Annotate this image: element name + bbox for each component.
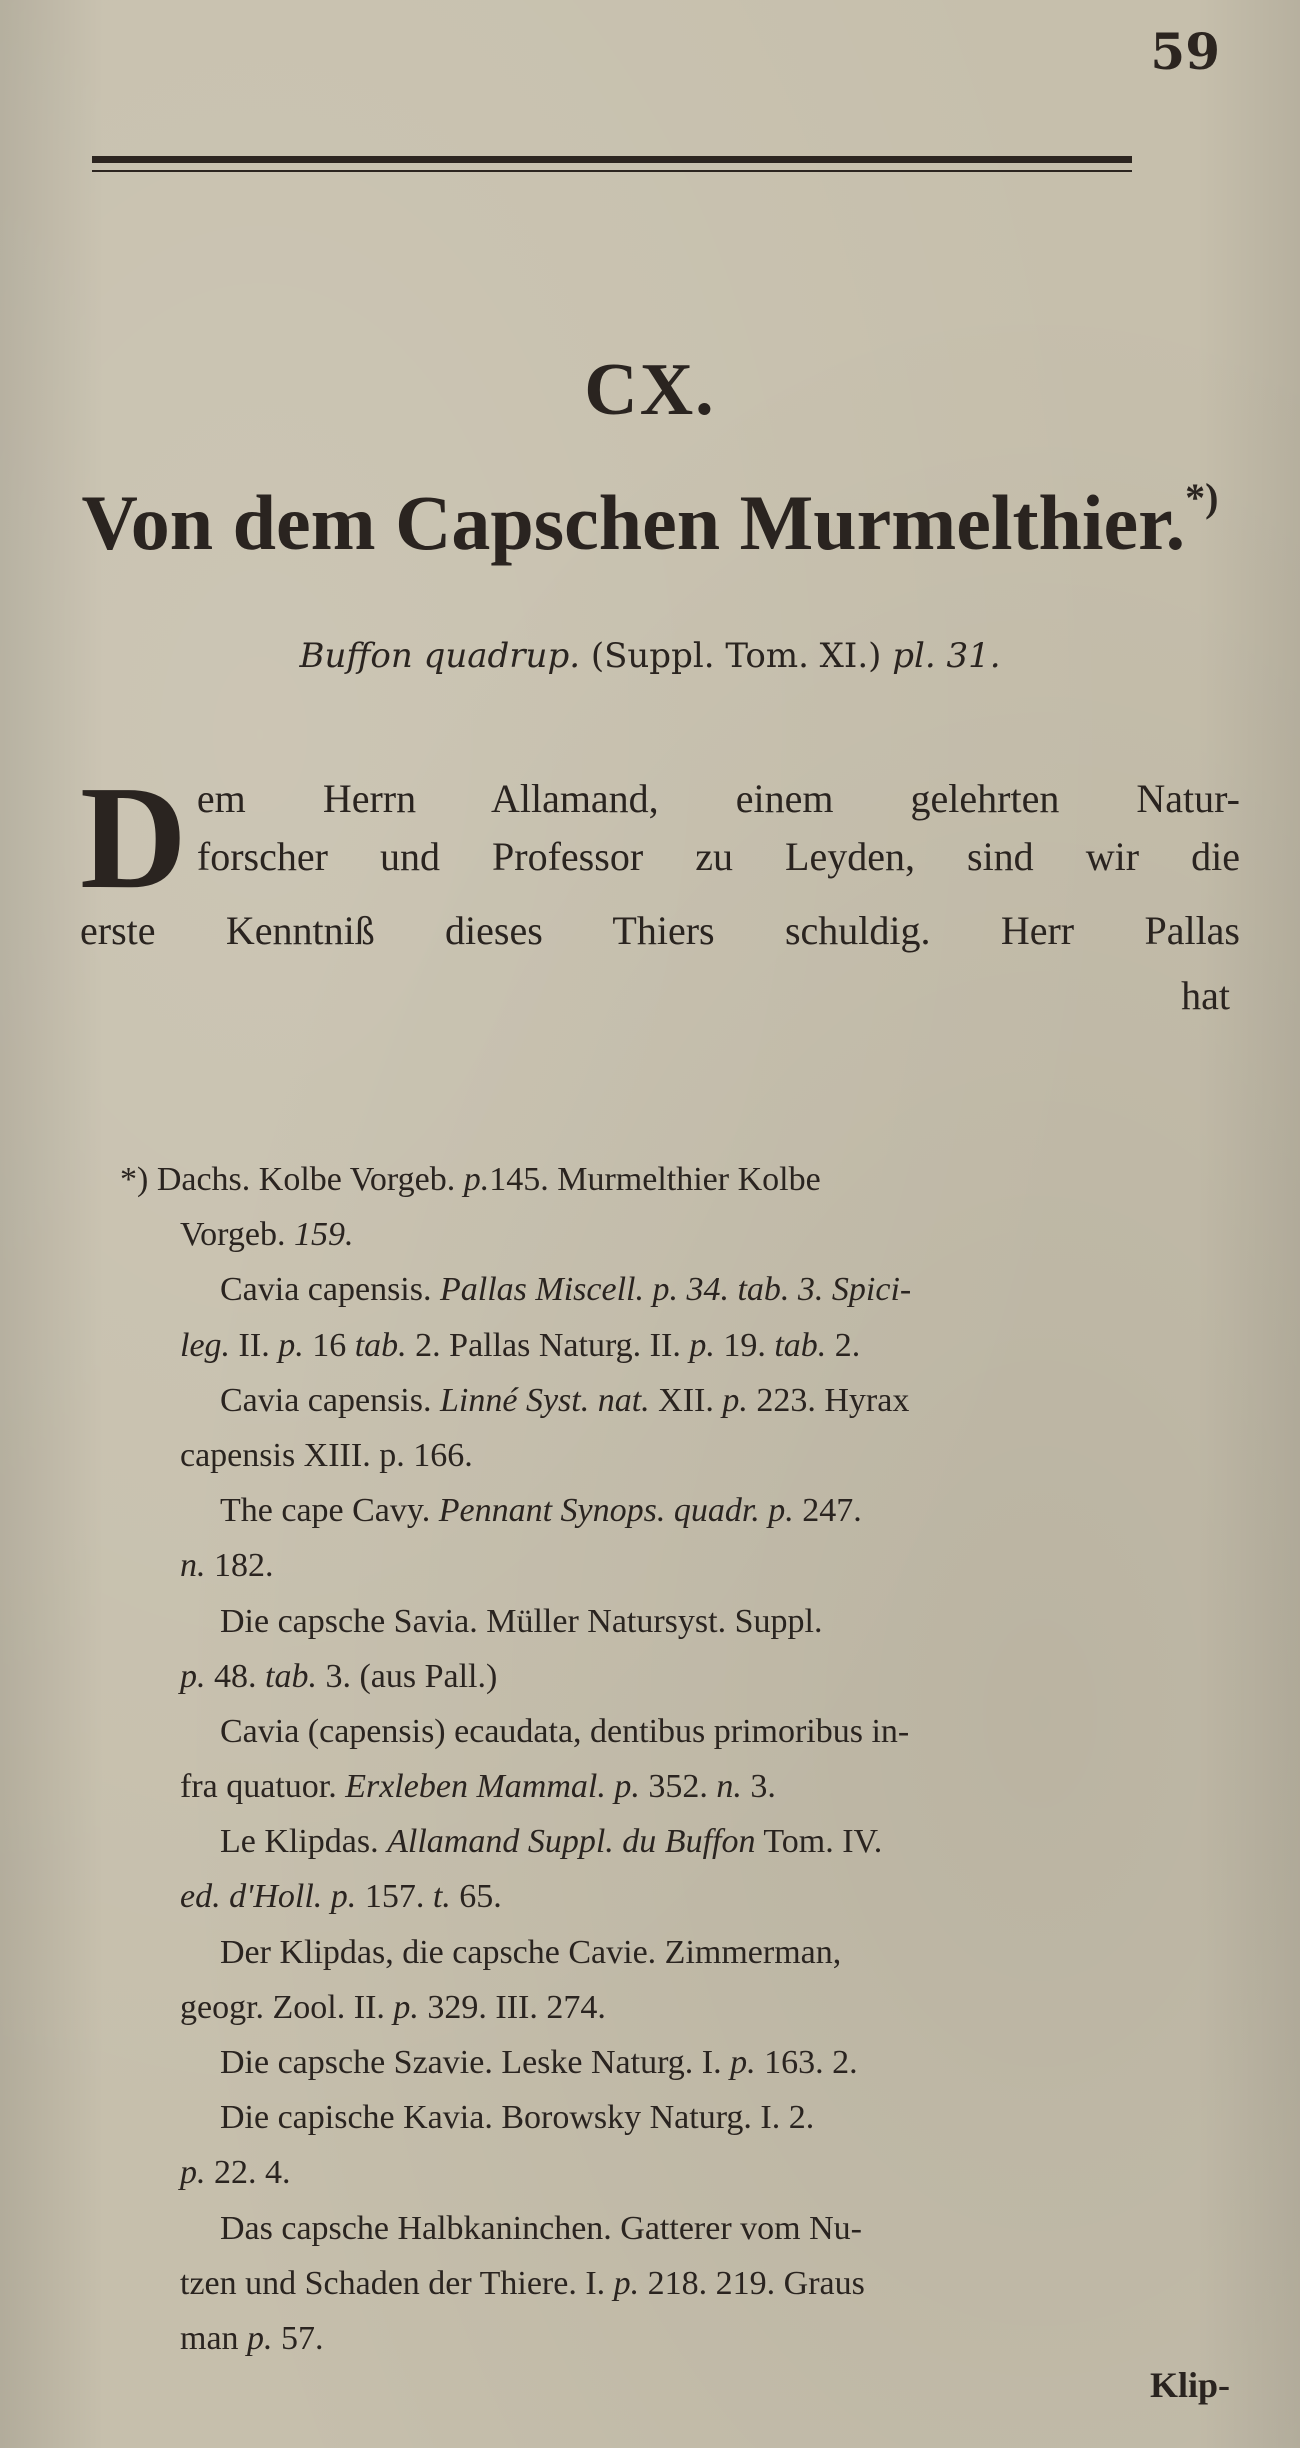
footnote-line bbox=[120, 2145, 1240, 2200]
footnote-text: geogr. Zool. II. bbox=[180, 1988, 394, 2026]
footnote-text: capensis XIII. p. 166. bbox=[180, 1436, 473, 1474]
footnote-text: II. bbox=[230, 1326, 279, 1364]
footnote-text: 57. bbox=[272, 2319, 324, 2357]
footnote-line bbox=[120, 1318, 1240, 1373]
footnote-text: Der Klipdas, die capsche Cavie. Zimmerman, bbox=[220, 1933, 842, 1971]
footnote-line bbox=[120, 1759, 1240, 1814]
footnote-text: XII. bbox=[649, 1381, 723, 1419]
footnote-text: Das capsche Halbkaninchen. Gatterer vom Nu- bbox=[220, 2209, 862, 2247]
footnote-text: Erxleben Mammal. p. bbox=[345, 1768, 640, 1806]
footnotes bbox=[120, 1152, 1240, 2366]
body-text bbox=[80, 756, 1240, 960]
footnote-line bbox=[120, 1538, 1240, 1593]
footnote-text: 3. bbox=[741, 1768, 776, 1806]
footnote-text: man bbox=[180, 2319, 248, 2357]
footnote-text: Allamand Suppl. du Buffon bbox=[387, 1823, 756, 1861]
footnote-line bbox=[120, 1814, 1240, 1869]
catchword: hat bbox=[1181, 973, 1230, 1018]
footnote-text: p. bbox=[613, 2264, 640, 2302]
footnote-text: tab. bbox=[354, 1326, 407, 1364]
footnote-line bbox=[120, 1262, 1240, 1317]
footnote-line bbox=[120, 1925, 1240, 1980]
header-rule-thick bbox=[92, 156, 1132, 163]
footnote-text: Pallas Miscell. p. 34. tab. 3. bbox=[440, 1271, 824, 1309]
footnote-text: 182. bbox=[205, 1547, 274, 1585]
chapter-title-text: Von dem Capschen Murmelthier. bbox=[81, 479, 1186, 566]
footnote-text: p. bbox=[730, 2044, 756, 2081]
body-line: erste Kenntniß dieses Thiers schuldig. Herr Pallas bbox=[80, 908, 1240, 953]
footnote-line bbox=[120, 1649, 1240, 1704]
footnote-text: 16 bbox=[303, 1326, 355, 1364]
source-plate: pl. 31. bbox=[892, 636, 1001, 676]
drop-cap: D bbox=[80, 756, 187, 920]
chapter-title bbox=[60, 475, 1240, 568]
footnote-text: 48. bbox=[205, 1657, 265, 1695]
footnote-line bbox=[120, 1980, 1240, 2035]
footnote-text: p. bbox=[278, 1326, 304, 1364]
footnote-line bbox=[120, 1594, 1240, 1649]
footnote-text: Die capsche Savia. Müller Natursyst. Suppl. bbox=[220, 1602, 823, 1640]
footnote-line bbox=[120, 1373, 1240, 1428]
footnote-text: 65. bbox=[450, 1878, 502, 1916]
footnote-line bbox=[120, 1869, 1240, 1924]
footnote-text: 352. bbox=[639, 1768, 717, 1806]
footnote-text: n. bbox=[716, 1768, 742, 1806]
footnote-text: Tom. IV. bbox=[755, 1823, 883, 1861]
footnote-text: 329. III. 274. bbox=[418, 1988, 606, 2026]
footnote-text: fra quatuor. bbox=[180, 1768, 346, 1806]
source-reference bbox=[0, 636, 1300, 676]
catchword-bottom: Klip- bbox=[1149, 2365, 1230, 2405]
footnote-text: n. bbox=[180, 1547, 206, 1585]
footnote-text: p. bbox=[393, 1988, 419, 2026]
footnote-text: *) Dachs. Kolbe Vorgeb. bbox=[120, 1161, 464, 1198]
footnote-text: 157. bbox=[356, 1878, 433, 1916]
footnote-text: tzen und Schaden der Thiere. I. bbox=[180, 2264, 614, 2302]
footnote-text: 19. bbox=[714, 1326, 775, 1364]
source-volume: (Suppl. Tom. XI.) bbox=[590, 636, 882, 676]
footnote-text: Spici- bbox=[831, 1271, 912, 1309]
footnote-line bbox=[120, 2256, 1240, 2311]
footnote-mark: *) bbox=[1185, 475, 1219, 520]
footnote-text: 2. bbox=[826, 1326, 861, 1364]
footnote-text bbox=[823, 1271, 832, 1308]
footnote-text: tab. bbox=[265, 1657, 317, 1695]
footnote-text: Cavia capensis. bbox=[220, 1271, 440, 1309]
footnote-text: 218. 219. Graus bbox=[639, 2264, 865, 2302]
footnote-line bbox=[120, 2311, 1240, 2366]
footnote-text: tab. bbox=[774, 1326, 827, 1364]
footnote-text: Die capische Kavia. Borowsky Naturg. I. 2. bbox=[220, 2099, 815, 2137]
footnote-line bbox=[120, 2201, 1240, 2256]
footnote-text: 223. Hyrax bbox=[747, 1381, 910, 1419]
footnote-line bbox=[120, 1152, 1240, 1207]
footnote-text: p. bbox=[722, 1381, 748, 1419]
footnote-text: Le Klipdas. bbox=[220, 1823, 388, 1861]
page-number: 59 bbox=[1150, 22, 1220, 81]
footnote-text: 163. 2. bbox=[755, 2044, 858, 2081]
footnote-text: t. bbox=[432, 1878, 451, 1916]
footnote-line bbox=[120, 1428, 1240, 1483]
source-author: Buffon quadrup. bbox=[299, 636, 581, 676]
footnote-text: 247. bbox=[793, 1492, 862, 1530]
footnote-line bbox=[120, 1483, 1240, 1538]
footnote-text: 159. bbox=[293, 1216, 354, 1254]
footnote-text: The cape Cavy. bbox=[220, 1492, 439, 1530]
footnote-text: Linné Syst. nat. bbox=[440, 1381, 650, 1419]
footnote-text: 2. Pallas Naturg. II. bbox=[406, 1326, 690, 1364]
footnote-line bbox=[120, 1704, 1240, 1759]
header-rule-thin bbox=[92, 170, 1132, 172]
footnote-line bbox=[120, 2090, 1240, 2145]
footnote-text: leg. bbox=[180, 1326, 231, 1364]
footnote-text: p. bbox=[463, 1161, 490, 1198]
footnote-text: Cavia capensis. bbox=[220, 1381, 440, 1419]
footnote-text: p. bbox=[247, 2319, 273, 2357]
footnote-text: p. bbox=[180, 2154, 206, 2192]
footnote-text: Die capsche Szavie. Leske Naturg. I. bbox=[220, 2044, 731, 2081]
footnote-text: p. bbox=[180, 1657, 206, 1695]
chapter-number: CX. bbox=[584, 349, 716, 431]
footnote-text: Vorgeb. bbox=[180, 1216, 294, 1254]
footnote-text: ed. d'Holl. p. bbox=[180, 1878, 357, 1916]
footnote-text: Cavia (capensis) ecaudata, dentibus primoribus in- bbox=[220, 1712, 910, 1750]
footnote-line bbox=[120, 1207, 1240, 1262]
footnote-text: 145. Murmelthier Kolbe bbox=[489, 1161, 821, 1198]
body-line: forscher und Professor zu Leyden, sind wir die bbox=[196, 834, 1240, 879]
footnote-text: Pennant Synops. quadr. p. bbox=[438, 1492, 794, 1530]
footnote-text: p. bbox=[689, 1326, 715, 1364]
body-line: em Herrn Allamand, einem gelehrten Natur- bbox=[196, 776, 1240, 821]
footnote-text: 22. 4. bbox=[205, 2154, 291, 2192]
footnote-line bbox=[120, 2035, 1240, 2090]
footnote-text: 3. (aus Pall.) bbox=[316, 1657, 498, 1695]
